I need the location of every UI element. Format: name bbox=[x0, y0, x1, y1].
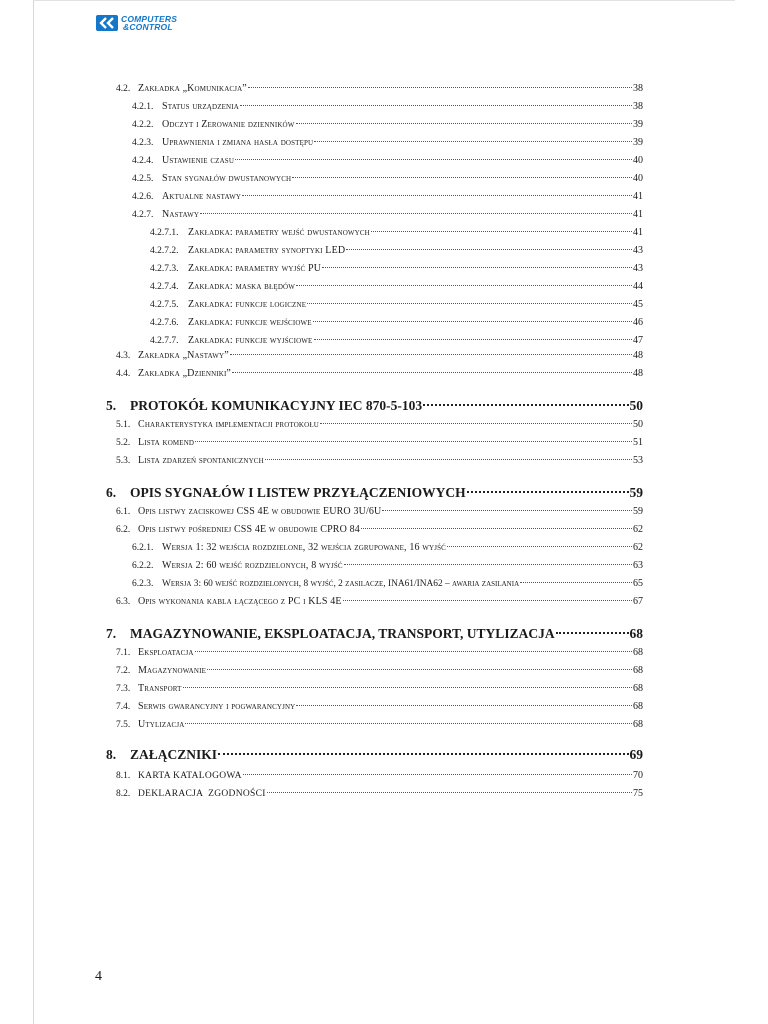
toc-title: Eksploatacja bbox=[138, 647, 194, 658]
toc-page: 68 bbox=[633, 683, 643, 694]
toc-entry[interactable] bbox=[132, 101, 643, 117]
toc-page: 46 bbox=[633, 317, 643, 328]
toc-page: 38 bbox=[633, 101, 643, 112]
toc-number: 5. bbox=[106, 398, 117, 413]
toc-number: 4.2.7.5. bbox=[150, 300, 179, 310]
toc-leader bbox=[322, 267, 632, 268]
toc-entry[interactable] bbox=[116, 665, 643, 681]
toc-entry[interactable] bbox=[116, 596, 643, 612]
toc-leader bbox=[185, 723, 632, 724]
toc-leader bbox=[361, 528, 632, 529]
toc-page: 44 bbox=[633, 281, 643, 292]
toc-title: Zakładka „Komunikacja” bbox=[138, 83, 247, 94]
toc-entry[interactable] bbox=[116, 368, 643, 384]
toc-page: 62 bbox=[633, 524, 643, 535]
toc-page: 69 bbox=[629, 747, 643, 762]
toc-number: 4.2.4. bbox=[132, 156, 154, 166]
toc-title: Zakładka: funkcje logiczne bbox=[188, 299, 307, 310]
toc-title: Serwis gwarancyjny i pogwarancyjny bbox=[138, 701, 296, 712]
toc-number: 6.2.3. bbox=[132, 579, 154, 589]
toc-number: 7.5. bbox=[116, 720, 131, 730]
toc-leader bbox=[292, 177, 632, 178]
toc-leader bbox=[240, 105, 632, 106]
toc-leader bbox=[520, 582, 632, 583]
toc-number: 4.4. bbox=[116, 369, 131, 379]
toc-entry[interactable] bbox=[116, 647, 643, 663]
toc-leader bbox=[447, 546, 632, 547]
toc-title: Status urządzenia bbox=[162, 101, 239, 112]
toc-page: 59 bbox=[629, 485, 643, 500]
toc-title: Transport bbox=[138, 683, 182, 694]
toc-page: 59 bbox=[633, 506, 643, 517]
toc-title: MAGAZYNOWANIE, EKSPLOATACJA, TRANSPORT, UTYLIZACJA bbox=[130, 626, 555, 641]
toc-number: 4.2.3. bbox=[132, 138, 154, 148]
toc-leader bbox=[200, 213, 632, 214]
toc-entry[interactable] bbox=[150, 299, 643, 315]
toc-title: KARTA KATALOGOWA bbox=[138, 771, 242, 781]
toc-title: PROTOKÓŁ KOMUNIKACYJNY IEC 870-5-103 bbox=[130, 398, 423, 413]
toc-entry[interactable] bbox=[116, 455, 643, 471]
toc-entry[interactable] bbox=[132, 560, 643, 576]
toc-entry[interactable] bbox=[116, 350, 643, 366]
toc-title: Magazynowanie bbox=[138, 665, 206, 676]
toc-number: 5.2. bbox=[116, 438, 131, 448]
toc-number: 7.1. bbox=[116, 648, 131, 658]
toc-entry[interactable] bbox=[116, 719, 643, 735]
toc-title: Lista komend bbox=[138, 437, 195, 448]
toc-title: Zakładka: funkcje wejściowe bbox=[188, 317, 312, 328]
toc-page: 45 bbox=[633, 299, 643, 310]
toc-page: 47 bbox=[633, 335, 643, 346]
toc-leader bbox=[267, 792, 632, 793]
toc-page: 38 bbox=[633, 83, 643, 94]
toc-leader bbox=[307, 303, 632, 304]
toc-leader bbox=[265, 459, 632, 460]
toc-title: Utylizacja bbox=[138, 719, 185, 730]
toc-page: 39 bbox=[633, 137, 643, 148]
toc-number: 4.2.7. bbox=[132, 210, 154, 220]
toc-title: Opis listwy pośredniej CSS 4E w obudowie CPRO 84 bbox=[138, 524, 360, 535]
toc-title: Wersja 2: 60 wejść rozdzielonych, 8 wyjść bbox=[162, 560, 343, 571]
toc-number: 4.2.6. bbox=[132, 192, 154, 202]
toc-number: 4.2. bbox=[116, 84, 131, 94]
toc-leader bbox=[371, 231, 632, 232]
toc-entry[interactable] bbox=[150, 263, 643, 279]
toc-number: 4.2.1. bbox=[132, 102, 154, 112]
toc-entry[interactable] bbox=[116, 683, 643, 699]
toc-number: 6.2. bbox=[116, 525, 131, 535]
toc-number: 4.2.7.4. bbox=[150, 282, 179, 292]
toc-title: Opis wykonania kabla łączącego z PC i KLS 4E bbox=[138, 596, 342, 607]
toc-leader bbox=[230, 354, 632, 355]
logo-line-2: &CONTROL bbox=[123, 22, 173, 32]
toc-title: Charakterystyka implementacji protokołu bbox=[138, 419, 319, 430]
toc-leader bbox=[248, 87, 632, 88]
page-edge bbox=[33, 0, 34, 1024]
toc-chapter-entry[interactable] bbox=[106, 626, 643, 646]
toc-number: 7.4. bbox=[116, 702, 131, 712]
toc-chapter-entry[interactable] bbox=[106, 398, 643, 418]
toc-title: Stan sygnałów dwustanowych bbox=[162, 173, 292, 184]
toc-page: 67 bbox=[633, 596, 643, 607]
logo-wordmark bbox=[121, 15, 177, 31]
toc-entry[interactable] bbox=[116, 770, 643, 786]
toc-page: 40 bbox=[633, 173, 643, 184]
toc-leader bbox=[382, 510, 632, 511]
toc-chapter-entry[interactable] bbox=[106, 747, 643, 767]
toc-leader bbox=[344, 564, 632, 565]
toc-title: Aktualne nastawy bbox=[162, 191, 242, 202]
toc-leader bbox=[207, 669, 632, 670]
toc-number: 4.2.7.3. bbox=[150, 264, 179, 274]
toc-leader bbox=[195, 441, 632, 442]
toc-page: 41 bbox=[633, 191, 643, 202]
toc-title: Opis listwy zaciskowej CSS 4E w obudowie EURO 3U/6U bbox=[138, 506, 382, 517]
toc-number: 8. bbox=[106, 747, 117, 762]
toc-number: 4.2.5. bbox=[132, 174, 154, 184]
toc-number: 5.1. bbox=[116, 420, 131, 430]
toc-entry[interactable] bbox=[116, 788, 643, 804]
toc-title: Zakładka: maska błędów bbox=[188, 281, 296, 292]
toc-title: Ustawienie czasu bbox=[162, 155, 235, 166]
toc-title: Nastawy bbox=[162, 209, 200, 220]
toc-entry[interactable] bbox=[150, 317, 643, 333]
toc-page: 50 bbox=[629, 398, 643, 413]
toc-leader bbox=[195, 651, 632, 652]
toc-entry[interactable] bbox=[132, 578, 643, 594]
toc-page: 75 bbox=[633, 788, 643, 799]
toc-page: 68 bbox=[633, 647, 643, 658]
toc-number: 4.2.7.6. bbox=[150, 318, 179, 328]
toc-number: 6.3. bbox=[116, 597, 131, 607]
toc-entry[interactable] bbox=[132, 155, 643, 171]
toc-leader bbox=[232, 372, 632, 373]
toc-entry[interactable] bbox=[150, 245, 643, 261]
toc-page: 53 bbox=[633, 455, 643, 466]
toc-entry[interactable] bbox=[132, 191, 643, 207]
toc-page: 41 bbox=[633, 227, 643, 238]
toc-leader bbox=[313, 321, 632, 322]
toc-number: 4.2.7.7. bbox=[150, 336, 179, 346]
toc-page: 51 bbox=[633, 437, 643, 448]
toc-leader bbox=[183, 687, 632, 688]
toc-number: 7.3. bbox=[116, 684, 131, 694]
toc-page: 68 bbox=[633, 701, 643, 712]
toc-page: 39 bbox=[633, 119, 643, 130]
toc-leader bbox=[314, 141, 632, 142]
toc-leader bbox=[296, 285, 632, 286]
toc-entry[interactable] bbox=[132, 119, 643, 135]
toc-page: 48 bbox=[633, 368, 643, 379]
toc-entry[interactable] bbox=[116, 419, 643, 435]
toc-page: 43 bbox=[633, 245, 643, 256]
toc-leader bbox=[218, 753, 628, 755]
toc-entry[interactable] bbox=[116, 506, 643, 522]
toc-page: 41 bbox=[633, 209, 643, 220]
toc-page: 65 bbox=[633, 578, 643, 589]
toc-page: 50 bbox=[633, 419, 643, 430]
toc-number: 7. bbox=[106, 626, 117, 641]
toc-page: 68 bbox=[633, 719, 643, 730]
toc-title: ZAŁĄCZNIKI bbox=[130, 747, 218, 762]
page-edge-top bbox=[33, 0, 735, 1]
toc-leader bbox=[346, 249, 632, 250]
toc-page: 40 bbox=[633, 155, 643, 166]
toc-entry[interactable] bbox=[132, 209, 643, 225]
toc-number: 6.1. bbox=[116, 507, 131, 517]
toc-entry[interactable] bbox=[150, 335, 643, 351]
toc-title: Zakładka: funkcje wyjściowe bbox=[188, 335, 313, 346]
toc-title: Lista zdarzeń spontanicznych bbox=[138, 455, 264, 466]
logo-chevron-icon bbox=[96, 15, 118, 31]
toc-leader bbox=[235, 159, 632, 160]
toc-leader bbox=[314, 339, 633, 340]
toc-page: 68 bbox=[629, 626, 643, 641]
toc-entry[interactable] bbox=[150, 227, 643, 243]
toc-title: Zakładka: parametry synoptyki LED bbox=[188, 245, 346, 256]
toc-leader bbox=[243, 774, 632, 775]
toc-title: DEKLARACJA ZGODNOŚCI bbox=[138, 789, 266, 799]
toc-page: 48 bbox=[633, 350, 643, 361]
toc-entry[interactable] bbox=[116, 701, 643, 717]
toc-title: Zakładka „Dzienniki” bbox=[138, 368, 232, 379]
toc-page: 63 bbox=[633, 560, 643, 571]
toc-number: 5.3. bbox=[116, 456, 131, 466]
page-number: 4 bbox=[95, 969, 102, 984]
toc-page: 62 bbox=[633, 542, 643, 553]
toc-title: Zakładka „Nastawy” bbox=[138, 350, 229, 361]
company-logo bbox=[96, 13, 177, 33]
toc-number: 4.3. bbox=[116, 351, 131, 361]
toc-entry[interactable] bbox=[150, 281, 643, 297]
toc-title: Zakładka: parametry wyjść PU bbox=[188, 263, 322, 274]
toc-number: 7.2. bbox=[116, 666, 131, 676]
toc-entry[interactable] bbox=[132, 173, 643, 189]
toc-number: 6.2.2. bbox=[132, 561, 154, 571]
toc-leader bbox=[467, 491, 629, 493]
toc-page: 70 bbox=[633, 770, 643, 781]
toc-title: Odczyt i Zerowanie dzienników bbox=[162, 119, 295, 130]
toc-number: 6.2.1. bbox=[132, 543, 154, 553]
toc-chapter-entry[interactable] bbox=[106, 485, 643, 505]
toc-title: Uprawnienia i zmiana hasła dostępu bbox=[162, 137, 314, 148]
toc-number: 4.2.2. bbox=[132, 120, 154, 130]
toc-title: Wersja 1: 32 wejścia rozdzielone, 32 wejścia zgrupowane, 16 wyjść bbox=[162, 542, 446, 553]
toc-entry[interactable] bbox=[116, 437, 643, 453]
toc-entry[interactable] bbox=[116, 524, 643, 540]
toc-leader bbox=[296, 705, 632, 706]
toc-leader bbox=[556, 632, 629, 634]
toc-number: 4.2.7.1. bbox=[150, 228, 179, 238]
toc-entry[interactable] bbox=[132, 137, 643, 153]
toc-entry[interactable] bbox=[116, 83, 643, 99]
toc-number: 8.1. bbox=[116, 771, 131, 781]
toc-leader bbox=[242, 195, 632, 196]
toc-number: 4.2.7.2. bbox=[150, 246, 179, 256]
toc-number: 6. bbox=[106, 485, 117, 500]
toc-leader bbox=[423, 404, 628, 406]
toc-title: Wersja 3: 60 wejść rozdzielonych, 8 wyjść, 2 zasilacze, INA61/INA62 – awaria zasilania bbox=[162, 579, 520, 589]
logo-line-1: COMPUTERS bbox=[121, 14, 178, 24]
toc-number: 8.2. bbox=[116, 789, 131, 799]
toc-title: OPIS SYGNAŁÓW I LISTEW PRZYŁĄCZENIOWYCH bbox=[130, 485, 466, 500]
toc-page: 68 bbox=[633, 665, 643, 676]
toc-page: 43 bbox=[633, 263, 643, 274]
toc-leader bbox=[296, 123, 633, 124]
toc-title: Zakładka: parametry wejść dwustanowych bbox=[188, 227, 370, 238]
toc-leader bbox=[320, 423, 632, 424]
toc-entry[interactable] bbox=[132, 542, 643, 558]
toc-leader bbox=[343, 600, 632, 601]
